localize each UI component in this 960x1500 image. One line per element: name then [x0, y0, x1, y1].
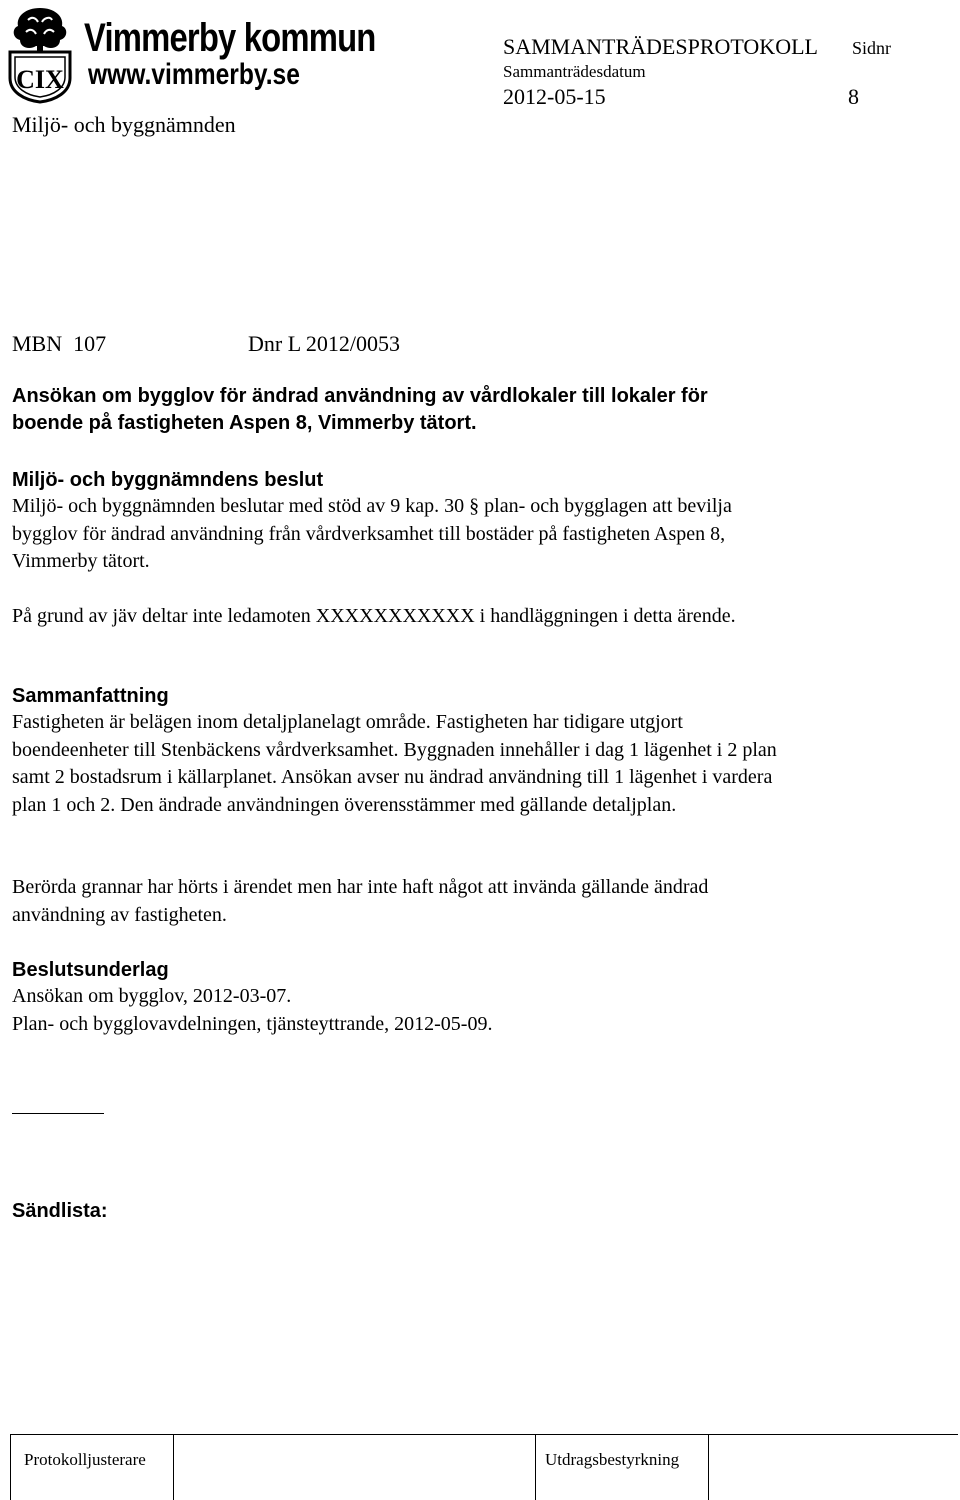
page-number: 8	[848, 84, 859, 109]
brand-name: Vimmerby kommun	[84, 16, 376, 60]
svg-text:CIX: CIX	[16, 65, 64, 94]
brand-url: www.vimmerby.se	[88, 58, 300, 91]
municipal-crest-icon	[6, 4, 74, 104]
neighbors-text: Berörda grannar har hörts i ärendet men har inte haft något att invända gällande ändrad användning av fastigheten.	[12, 876, 709, 926]
footer-cell-divider	[173, 1434, 174, 1500]
meeting-date: 2012-05-15	[503, 84, 606, 109]
basis-item: Ansökan om bygglov, 2012-03-07.	[12, 985, 292, 1007]
document-type: SAMMANTRÄDESPROTOKOLL	[503, 34, 818, 59]
case-number: MBN 107	[12, 331, 107, 356]
decision-heading: Miljö- och byggnämndens beslut	[12, 469, 324, 491]
disqualification-text: På grund av jäv deltar inte ledamoten XXXXXXXXXXX i handläggningen i detta ärende.	[12, 605, 736, 627]
committee-name: Miljö- och byggnämnden	[12, 112, 236, 137]
meeting-date-label: Sammanträdesdatum	[503, 62, 646, 81]
page-number-label: Sidnr	[852, 38, 892, 58]
decision-text: Miljö- och byggnämnden beslutar med stöd av 9 kap. 30 § plan- och bygglagen att bevilja bygglov för ändrad användning från vårdverksamhet till bostäder på fastigheten Aspen 8, Vimmerby tätort.	[12, 495, 732, 572]
footer-divider	[10, 1434, 958, 1435]
distribution-heading: Sändlista:	[12, 1200, 108, 1222]
footer-cell-divider	[10, 1434, 11, 1500]
basis-heading: Beslutsunderlag	[12, 959, 169, 981]
basis-item: Plan- och bygglovavdelningen, tjänsteyttrande, 2012-05-09.	[12, 1013, 493, 1035]
adjuster-label: Protokolljusterare	[24, 1450, 146, 1469]
summary-heading: Sammanfattning	[12, 685, 169, 707]
footer-cell-divider	[535, 1434, 536, 1500]
certification-label: Utdragsbestyrkning	[545, 1450, 680, 1469]
summary-text: Fastigheten är belägen inom detaljplanelagt område. Fastigheten har tidigare utgjort boendeenheter till Stenbäckens vårdverksamhet. Byggnaden innehåller i dag 1 lägenhet i 2 plan samt 2 bostadsrum i källarplanet. Ansökan avser nu ändrad användning till 1 lägenhet i vardera plan 1 och 2. Den ändrade användningen överensstämmer med gällande detaljplan.	[12, 711, 777, 816]
footer-cell-divider	[708, 1434, 709, 1500]
dnr-number: Dnr L 2012/0053	[248, 331, 400, 356]
case-title: Ansökan om bygglov för ändrad användning av vårdlokaler till lokaler för boende på fastigheten Aspen 8, Vimmerby tätort.	[12, 385, 708, 434]
signature-rule	[12, 1113, 104, 1114]
